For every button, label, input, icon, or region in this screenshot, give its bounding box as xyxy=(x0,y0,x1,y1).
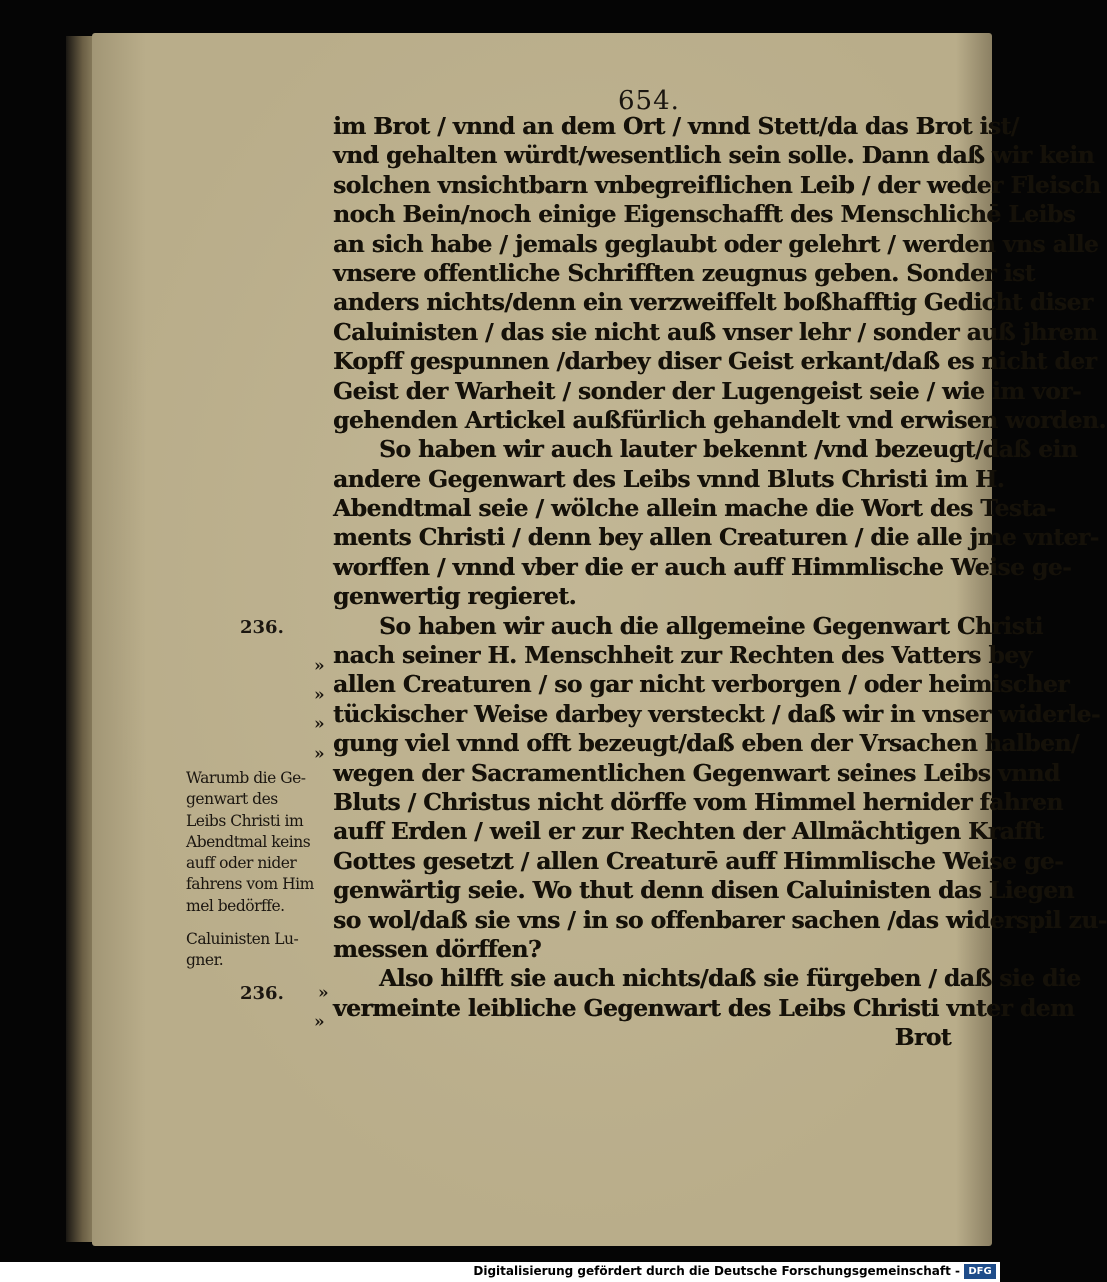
text-line: an sich habe / jemals geglaubt oder gelehrt / werden vns alle xyxy=(333,229,1099,258)
book-gutter xyxy=(66,36,94,1242)
text-line: gehenden Artickel außfürlich gehandelt vnd erwisen worden. xyxy=(333,405,1106,434)
text-line: im Brot / vnnd an dem Ort / vnnd Stett/da das Brot ist/ xyxy=(333,112,1019,140)
quote-mark: » xyxy=(314,685,325,705)
text-line: vnsere offentliche Schrifften zeugnus geben. Sonder ist xyxy=(333,258,1035,287)
quote-mark: » xyxy=(314,714,325,734)
margin-note-line: Abendtmal keins xyxy=(186,832,311,851)
text-line: genwertig regieret. xyxy=(333,582,577,611)
text-line: solchen vnsichtbarn vnbegreiflichen Leib / der weder Fleisch xyxy=(333,170,1101,199)
text-line: nach seiner H. Menschheit zur Rechten des Vatters bey xyxy=(333,641,1032,670)
text-line: messen dörffen? xyxy=(333,934,542,963)
text-line: andere Gegenwart des Leibs vnnd Bluts Christi im H. xyxy=(333,464,1005,493)
text-line: wegen der Sacramentlichen Gegenwart seines Leibs vnnd xyxy=(333,758,1060,787)
text-line: Bluts / Christus nicht dörffe vom Himmel hernider fahren xyxy=(333,787,1063,816)
margin-note xyxy=(186,768,326,917)
margin-note-line: Caluinisten Lu- xyxy=(186,930,299,948)
text-line: vermeinte leibliche Gegenwart des Leibs Christi vnter dem xyxy=(333,993,1075,1022)
text-line: Also hilfft sie auch nichts/daß sie fürgeben / daß sie die xyxy=(379,964,1081,993)
margin-note-line: auff oder nider xyxy=(186,854,297,873)
text-line: worffen / vnnd vber die er auch auff Himmlische Weise ge- xyxy=(333,552,1072,581)
margin-note-line: gner. xyxy=(186,951,224,970)
margin-note-line: Leibs Christi im xyxy=(186,811,304,830)
text-line: so wol/daß sie vns / in so offenbarer sachen /das widerspil zu- xyxy=(333,905,1107,934)
quote-mark: » xyxy=(318,983,329,1003)
text-line: allen Creaturen / so gar nicht verborgen / oder heimischer xyxy=(333,670,1070,699)
text-line: So haben wir auch die allgemeine Gegenwart Christi xyxy=(379,611,1043,640)
margin-reference: 236. xyxy=(240,983,284,1004)
text-line: tückischer Weise darbey versteckt / daß wir in vnser widerle- xyxy=(333,699,1101,728)
quote-mark: » xyxy=(314,656,325,676)
text-line: noch Bein/noch einige Eigenschafft des Menschlichē Leibs xyxy=(333,200,1076,229)
margin-note-line: genwart des xyxy=(186,790,278,809)
main-text-block xyxy=(333,112,1107,1053)
text-line: ments Christi / denn bey allen Creaturen / die alle jme vnter- xyxy=(333,523,1099,552)
text-line: Abendtmal seie / wölche allein mache die Wort des Testa- xyxy=(333,494,1056,523)
text-line: So haben wir auch lauter bekennt /vnd bezeugt/daß ein xyxy=(379,435,1078,464)
text-line: Geist der Warheit / sonder der Lugengeist seie / wie im vor- xyxy=(333,376,1082,405)
footer-bar xyxy=(0,1262,1000,1282)
margin-note-line: fahrens vom Him xyxy=(186,875,314,894)
text-line: Kopff gespunnen /darbey diser Geist erkant/daß es nicht der xyxy=(333,347,1097,376)
quote-mark: » xyxy=(314,1012,325,1032)
margin-reference: 236. xyxy=(240,617,284,638)
page-number: 654. xyxy=(618,86,680,116)
quote-mark: » xyxy=(314,744,325,764)
text-line: Gottes gesetzt / allen Creaturē auff Himmlische Weise ge- xyxy=(333,846,1064,875)
catchword: Brot xyxy=(894,1023,951,1052)
text-line: genwärtig seie. Wo thut denn disen Caluinisten das Liegen xyxy=(333,876,1074,905)
text-line: auff Erden / weil er zur Rechten der Allmächtigen Krafft xyxy=(333,817,1044,846)
margin-note-line: Warumb die Ge- xyxy=(186,769,306,787)
margin-note xyxy=(186,929,326,972)
funding-notice: Digitalisierung gefördert durch die Deutsche Forschungsgemeinschaft - xyxy=(473,1264,960,1278)
margin-note-line: mel bedörffe. xyxy=(186,896,285,915)
text-line: anders nichts/denn ein verzweiffelt boßhafftig Gedicht diser xyxy=(333,288,1093,317)
text-line: vnd gehalten würdt/wesentlich sein solle. Dann daß wir kein xyxy=(333,141,1095,170)
text-line: Caluinisten / das sie nicht auß vnser lehr / sonder auß jhrem xyxy=(333,317,1098,346)
dfg-logo: DFG xyxy=(964,1264,996,1279)
text-line: gung viel vnnd offt bezeugt/daß eben der Vrsachen halben/ xyxy=(333,729,1079,758)
